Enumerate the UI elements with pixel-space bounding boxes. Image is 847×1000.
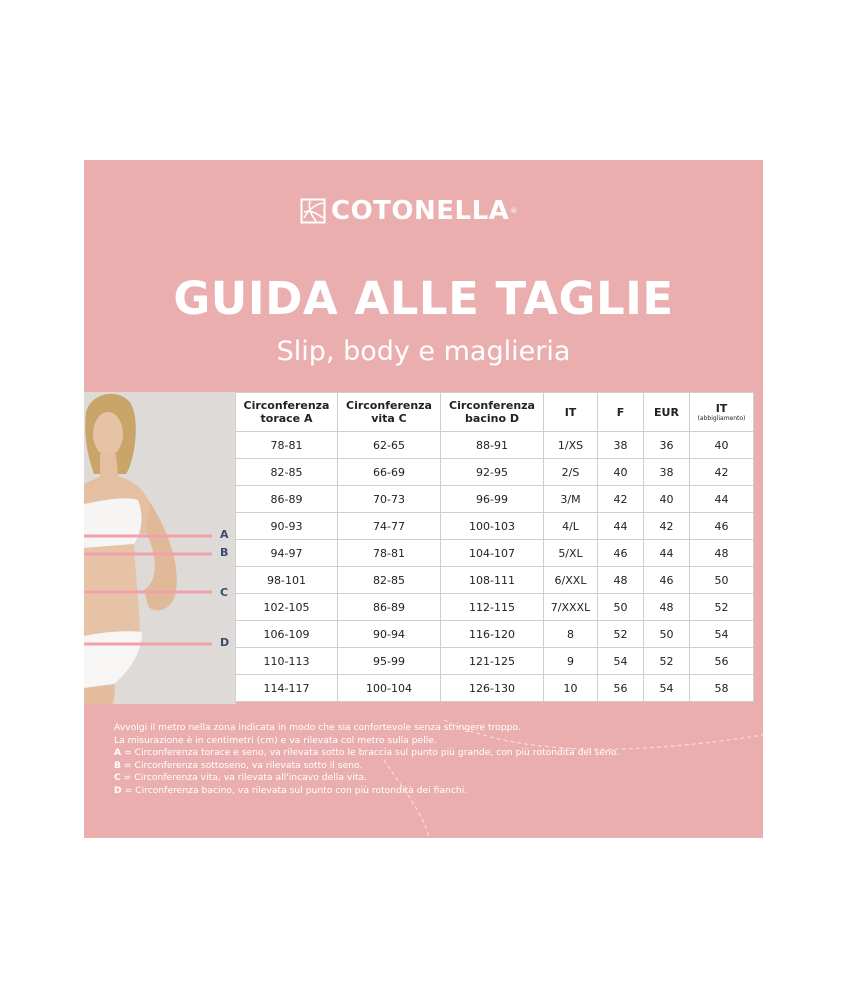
table-cell: 46 [690, 513, 754, 540]
table-cell: 86-89 [236, 486, 338, 513]
table-cell: 98-101 [236, 567, 338, 594]
measure-label-d: D [220, 636, 230, 649]
table-cell: 92-95 [441, 459, 544, 486]
table-cell: 9 [544, 648, 598, 675]
table-cell: 42 [644, 513, 690, 540]
table-cell: 58 [690, 675, 754, 702]
table-cell: 66-69 [338, 459, 441, 486]
page-subtitle: Slip, body e maglieria [276, 336, 571, 367]
table-cell: 56 [598, 675, 644, 702]
measure-label-a: A [220, 528, 229, 541]
table-cell: 94-97 [236, 540, 338, 567]
table-cell: 42 [690, 459, 754, 486]
table-cell: 6/XXL [544, 567, 598, 594]
table-row [236, 675, 754, 702]
table-cell: 100-103 [441, 513, 544, 540]
table-cell: 112-115 [441, 594, 544, 621]
table-cell: 62-65 [338, 432, 441, 459]
table-cell: 52 [690, 594, 754, 621]
table-cell: 102-105 [236, 594, 338, 621]
table-cell: 90-94 [338, 621, 441, 648]
table-cell: 78-81 [236, 432, 338, 459]
table-cell: 116-120 [441, 621, 544, 648]
table-row [236, 540, 754, 567]
table-cell: 4/L [544, 513, 598, 540]
table-row [236, 648, 754, 675]
table-cell: 42 [598, 486, 644, 513]
col-header-it-abbigliamento: IT (abbigliamento) [690, 393, 754, 432]
brand-logo [300, 196, 517, 226]
col-header-torace: Circonferenza torace A [236, 393, 338, 432]
table-row [236, 486, 754, 513]
table-cell: 7/XXXL [544, 594, 598, 621]
table-cell: 1/XS [544, 432, 598, 459]
table-cell: 38 [598, 432, 644, 459]
table-cell: 40 [644, 486, 690, 513]
table-cell: 50 [598, 594, 644, 621]
table-cell: 3/M [544, 486, 598, 513]
table-cell: 44 [690, 486, 754, 513]
table-cell: 50 [690, 567, 754, 594]
table-cell: 126-130 [441, 675, 544, 702]
table-cell: 52 [598, 621, 644, 648]
table-cell: 121-125 [441, 648, 544, 675]
table-cell: 56 [690, 648, 754, 675]
table-cell: 48 [644, 594, 690, 621]
table-cell: 82-85 [236, 459, 338, 486]
table-cell: 40 [690, 432, 754, 459]
table-cell: 108-111 [441, 567, 544, 594]
table-cell: 36 [644, 432, 690, 459]
table-cell: 54 [644, 675, 690, 702]
page-title: GUIDA ALLE TAGLIE [173, 272, 674, 325]
note-item-b: B = Circonferenza sottoseno, va rilevata sotto il seno. [114, 759, 363, 771]
table-cell: 5/XL [544, 540, 598, 567]
table-cell: 74-77 [338, 513, 441, 540]
table-header-row [236, 393, 754, 432]
table-cell: 50 [644, 621, 690, 648]
size-guide-panel [84, 160, 763, 838]
table-cell: 114-117 [236, 675, 338, 702]
table-cell: 54 [690, 621, 754, 648]
table-cell: 48 [598, 567, 644, 594]
table-cell: 96-99 [441, 486, 544, 513]
measure-label-c: C [220, 586, 229, 599]
col-header-f: F [598, 393, 644, 432]
note-item-d: D = Circonferenza bacino, va rilevata sul punto con più rotondità dei fianchi. [114, 784, 468, 796]
table-row [236, 432, 754, 459]
table-row [236, 621, 754, 648]
note-line: Avvolgi il metro nella zona indicata in modo che sia confortevole senza stringere troppo. [114, 722, 521, 733]
col-header-bacino: Circonferenza bacino D [441, 393, 544, 432]
brand-logo-icon [300, 198, 326, 224]
table-cell: 40 [598, 459, 644, 486]
table-row [236, 567, 754, 594]
table-cell: 52 [644, 648, 690, 675]
table-cell: 100-104 [338, 675, 441, 702]
table-cell: 8 [544, 621, 598, 648]
table-row [236, 513, 754, 540]
table-row [236, 459, 754, 486]
table-cell: 110-113 [236, 648, 338, 675]
table-cell: 54 [598, 648, 644, 675]
table-row [236, 594, 754, 621]
table-cell: 78-81 [338, 540, 441, 567]
note-line: La misurazione è in centimetri (cm) e va rilevata col metro sulla pelle. [114, 734, 437, 746]
size-table [235, 392, 754, 702]
registered-mark: ® [510, 207, 518, 215]
table-cell: 44 [598, 513, 644, 540]
measurement-notes [114, 722, 744, 798]
table-cell: 90-93 [236, 513, 338, 540]
brand-name: COTONELLA [331, 196, 510, 226]
table-cell: 44 [644, 540, 690, 567]
table-cell: 106-109 [236, 621, 338, 648]
table-cell: 46 [598, 540, 644, 567]
table-cell: 10 [544, 675, 598, 702]
table-cell: 104-107 [441, 540, 544, 567]
measure-label-b: B [220, 546, 229, 559]
table-cell: 88-91 [441, 432, 544, 459]
table-cell: 2/S [544, 459, 598, 486]
table-cell: 46 [644, 567, 690, 594]
note-item-a: A = Circonferenza torace e seno, va rilevata sotto le braccia sul punto più grande, con più rotondità del seno. [114, 747, 620, 759]
table-cell: 82-85 [338, 567, 441, 594]
col-header-it: IT [544, 393, 598, 432]
col-header-vita: Circonferenza vita C [338, 393, 441, 432]
col-header-eur: EUR [644, 393, 690, 432]
table-cell: 95-99 [338, 648, 441, 675]
measure-lines [84, 392, 236, 704]
table-cell: 48 [690, 540, 754, 567]
table-cell: 38 [644, 459, 690, 486]
table-cell: 86-89 [338, 594, 441, 621]
table-cell: 70-73 [338, 486, 441, 513]
note-item-c: C = Circonferenza vita, va rilevata all'incavo della vita. [114, 772, 368, 784]
